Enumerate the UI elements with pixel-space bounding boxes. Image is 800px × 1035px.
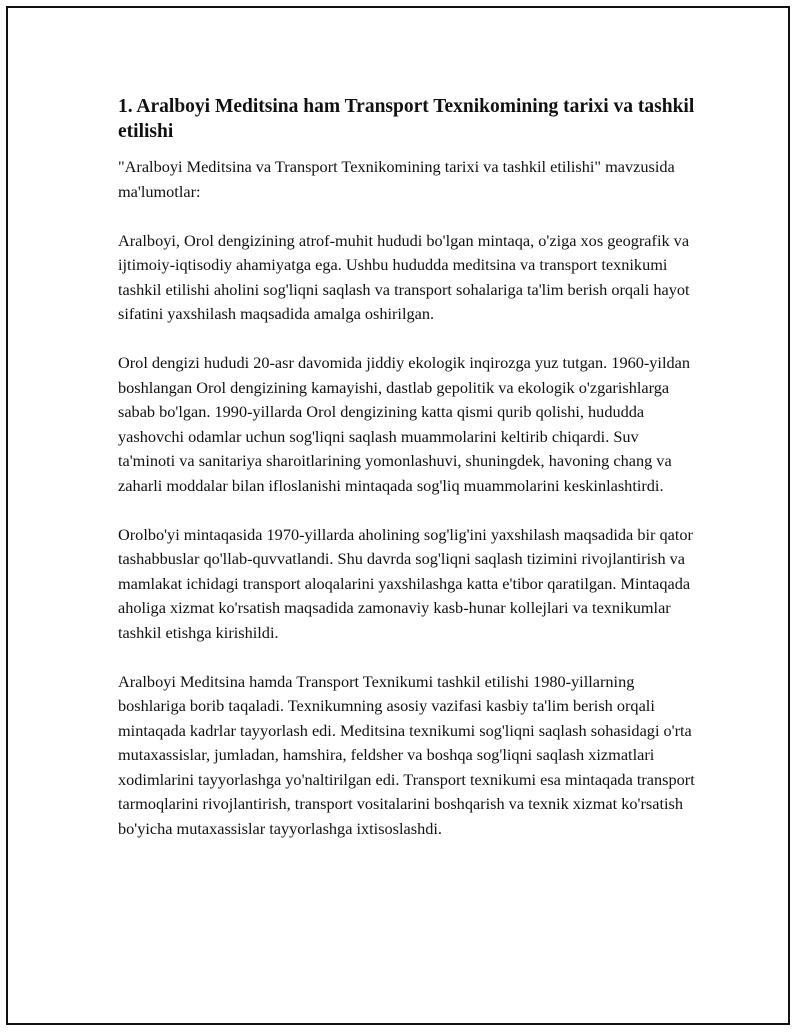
intro-paragraph: "Aralboyi Meditsina va Transport Texnikomining tarixi va tashkil etilishi" mavzusida ma'lumotlar: (118, 157, 675, 201)
document-body (118, 94, 698, 841)
paragraph-ecological-crisis: Orol dengizi hududi 20-asr davomida jiddiy ekologik inqirozga yuz tutgan. 1960-yildan boshlangan Orol dengizining kamayishi, dastlab gepolitik va ekologik o'zgarishlarga sabab bo'lgan. 1990-yillarda Orol dengizining katta qismi qurib qolishi, hududda yashovchi odamlar uchun sog'liqni saqlash muammolarini keltirib chiqardi. Suv ta'minoti va sanitariya sharoitlarining yomonlashuvi, shuningdek, havoning chang va zaharli moddalar bilan ifloslanishi mintaqada sog'liq muammolarini keskinlashtirdi. (118, 353, 690, 495)
paragraph-founding: Aralboyi Meditsina hamda Transport Texnikumi tashkil etilishi 1980-yillarning boshlariga borib taqaladi. Texnikumning asosiy vazifasi kasbiy ta'lim berish orqali mintaqada kadrlar tayyorlash edi. Meditsina texnikumi sog'liqni saqlash sohasidagi o'rta mutaxassislar, jumladan, hamshira, feldsher va boshqa sog'liqni saqlash xizmatlari xodimlarini tayyorlashga yo'naltirilgan edi. Transport texnikumi esa mintaqada transport tarmoqlarini rivojlantirish, transport vositalarini boshqarish va texnik xizmat ko'rsatish bo'yicha mutaxassislar tayyorlashga ixtisoslashdi. (118, 671, 695, 838)
paragraph-region-overview: Aralboyi, Orol dengizining atrof-muhit hududi bo'lgan mintaqa, o'ziga xos geografik va ijtimoiy-iqtisodiy ahamiyatga ega. Ushbu hududda meditsina va transport texnikumi tashkil etilishi aholini sog'liqni saqlash va transport sohalariga ta'lim berish orqali hayot sifatini yaxshilash maqsadida amalga oshirilgan. (118, 230, 690, 323)
document-title: 1. Aralboyi Meditsina ham Transport Texnikomining tarixi va tashkil etilishi (118, 96, 695, 142)
paragraph-1970s-initiatives: Orolbo'yi mintaqasida 1970-yillarda aholining sog'lig'ini yaxshilash maqsadida bir qator tashabbuslar qo'llab-quvvatlandi. Shu davrda sog'liqni saqlash tizimini rivojlantirish va mamlakat ichidagi transport aloqalarini yaxshilashga katta e'tibor qaratilgan. Mintaqada aholiga xizmat ko'rsatish maqsadida zamonaviy kasb-hunar kollejlari va texnikumlar tashkil etishga kirishildi. (118, 524, 693, 642)
